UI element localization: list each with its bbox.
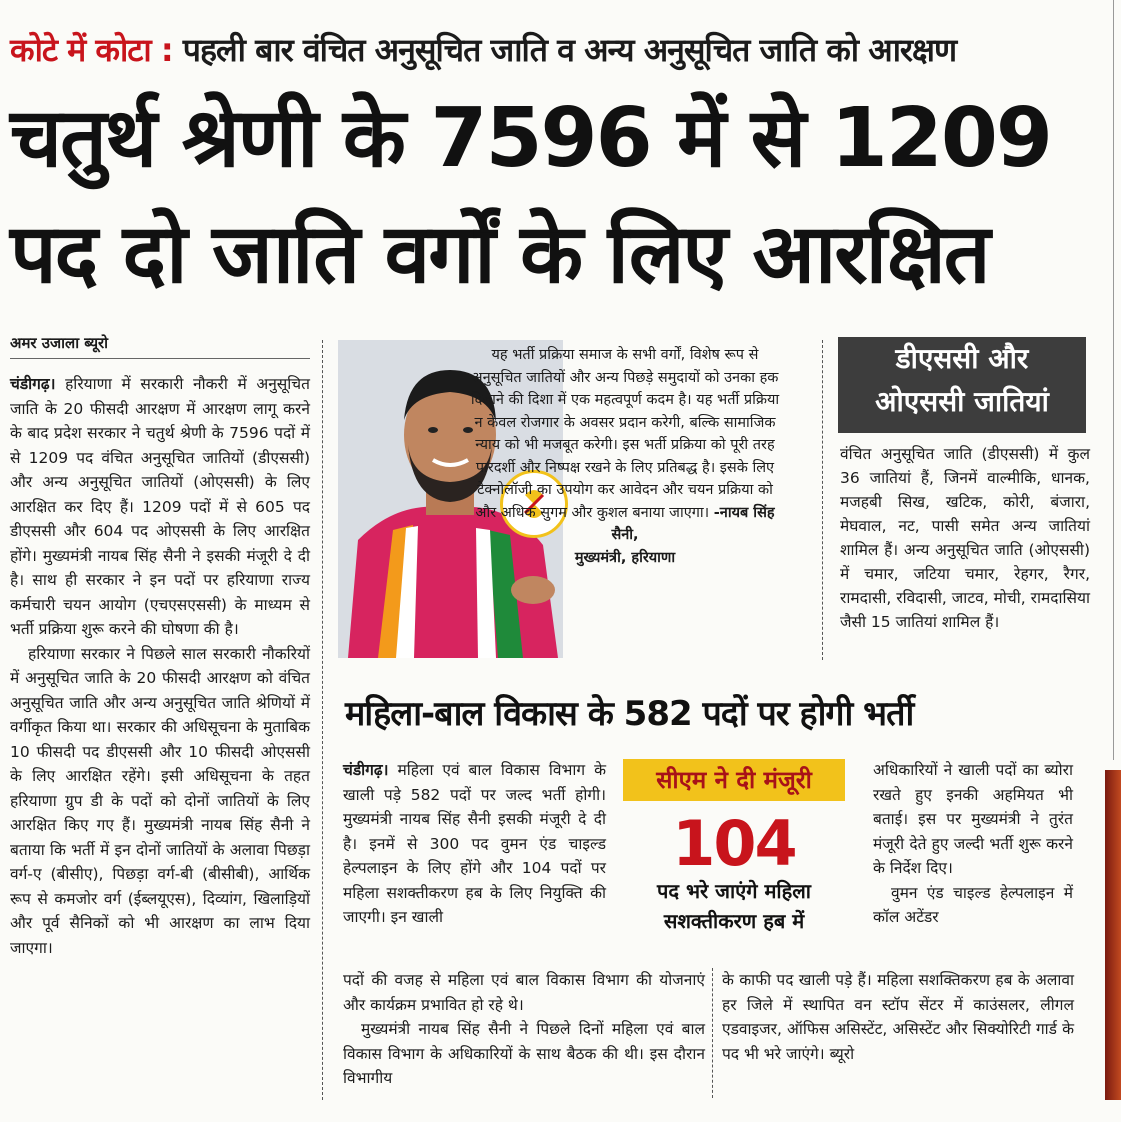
second-wide-left-text: पदों की वजह से महिला एवं बाल विकास विभाग की योजनाएं और कार्यक्रम प्रभावित हो रहे थे। [343,971,705,1014]
bottom-column-divider [712,968,713,1098]
big-number-caption-line-2: सशक्तीकरण हब में [663,909,805,933]
main-story-column [10,372,310,960]
cm-approval-tag: सीएम ने दी मंजूरी [623,759,845,801]
sidebar-divider [822,340,823,660]
kicker-text: पहली बार वंचित अनुसूचित जाति व अन्य अनुसूचित जाति को आरक्षण [182,31,957,69]
second-column-1-text: महिला एवं बाल विकास विभाग के खाली पड़े 582 पदों पर जल्द भर्ती होगी। मुख्यमंत्री नायब सिंह सैनी इसकी मंजूरी दे दी है। इनमें से 300 पद वुमन एंड चाइल्ड हेल्पलाइन के लिए होंगे और 104 पदों पर महिला सशक्तीकरण हब के लिए नियुक्ति की जाएगी। इन खाली [343,761,606,926]
second-column-3b-text: वुमन एंड चाइल्ड हेल्पलाइन में कॉल अटेंडर [873,883,1073,926]
page-bottom-margin [0,1100,1121,1122]
second-story-wide-left [343,968,705,1091]
sidebar-title-box [838,337,1086,433]
page-edge-rule [1113,0,1114,760]
quote-attribution: -नायब सिंह सैनी, [611,504,775,543]
big-number-caption [623,876,845,936]
main-paragraph-1: हरियाणा में सरकारी नौकरी में अनुसूचित जाति के 20 फीसदी आरक्षण में आरक्षण लागू करने के बाद प्रदेश सरकार ने चतुर्थ श्रेणी के 7596 पदों में से 1209 पद वंचित अनुसूचित जातियों (डीएससी) और अन्य अनुसूचित जातियों (ओएससी) के लिए आरक्षित कर दिए हैं। 1209 पदों में से 605 पद डीएससी और 604 पद ओएससी के लिए आरक्षित होंगे। मुख्यमंत्री नायब सिंह सैनी ने इसकी मंजूरी दे दी है। साथ ही सरकार ने इन पदों पर हरियाणा राज्य कर्मचारी चयन आयोग (एचएसएससी) के माध्यम से भर्ती प्रक्रिया शुरू करने की घोषणा की है। [10,375,310,638]
second-story-column-1 [343,758,606,930]
big-number: 104 [672,807,796,880]
second-headline: महिला-बाल विकास के 582 पदों पर होगी भर्ती [345,694,914,734]
second-wide-right-text: के काफी पद खाली पड़े हैं। महिला सशक्तिकरण हब के अलावा हर जिले में स्थापित वन स्टॉप सेंटर में काउंसलर, लीगल एडवाइजर, ऑफिस असिस्टेंट, असिस्टेंट और सिक्योरिटी गार्ड के पद भी भरे जाएंगे। ब्यूरो [722,971,1074,1063]
big-number-caption-line-1: पद भरे जाएंगे महिला [657,879,811,903]
headline-line-2: पद दो जाति वर्गों के लिए आरक्षित [10,207,989,302]
headline-line-1: चतुर्थ श्रेणी के 7596 में से 1209 [10,91,1051,186]
second-wide-left-text-2: मुख्यमंत्री नायब सिंह सैनी ने पिछले दिनों महिला एवं बाल विकास विभाग के अधिकारियों के साथ बैठक की थी। इस दौरान विभागीय [343,1020,705,1087]
second-column-3-text: अधिकारियों ने खाली पदों का ब्योरा रखते हुए इनकी अहमियत भी बताई। इस पर मुख्यमंत्री ने तुरंत मंजूरी देते हुए जल्दी भर्ती शुरू करने के निर्देश दिए। [873,761,1073,877]
main-paragraph-2: हरियाणा सरकार ने पिछले साल सरकारी नौकरियों में अनुसूचित जाति के 20 फीसदी आरक्षण को वंचित अनुसूचित जाति और अन्य अनुसूचित जाति श्रेणियों में वर्गीकृत किया था। सरकार की अधिसूचना के मुताबिक 10 फीसदी पद डीएससी और 10 फीसदी ओएससी के लिए आरक्षित रहेंगे। इसी अधिसूचना के तहत हरियाणा ग्रुप डी के पदों को दोनों जातियों के लिए आरक्षित किए गए हैं। मुख्यमंत्री नायब सिंह सैनी ने बताया कि भर्ती में इन दोनों जातियों के अलावा पिछड़ा वर्ग-ए (बीसीए), पिछड़ा वर्ग-बी (बीसीबी), आर्थिक रूप से कमजोर वर्ग (ईब्लयूएस), दिव्यांग, खिलाड़ियों और पूर्व सैनिकों को भी आरक्षण का लाभ दिया जाएगा। [10,644,310,957]
kicker-label: कोटे में कोटा : [10,31,173,69]
second-dateline: चंडीगढ़। [343,761,389,779]
second-story-wide-right [722,968,1074,1066]
byline-rule [10,358,310,359]
second-story-column-3 [873,758,1073,930]
quote-designation: मुख्यमंत्री, हरियाणा [574,549,676,566]
sidebar-title-line-2: ओएससी जातियां [875,385,1049,418]
quote-text: यह भर्ती प्रक्रिया समाज के सभी वर्गों, विशेष रूप से अनुसूचित जातियों और अन्य पिछड़े समुदायों को उनका हक दिलाने की दिशा में एक महत्वपूर्ण कदम है। यह भर्ती प्रक्रिया न केवल रोजगार के अवसर प्रदान करेगी, बल्कि सामाजिक न्याय को भी मजबूत करेगी। इस भर्ती प्रक्रिया को पूरी तरह पारदर्शी और निष्पक्ष रखने के लिए प्रतिबद्ध है। इसके लिए टेक्नोलॉजी का उपयोग कर आवेदन और चयन प्रक्रिया को और अधिक सुगम और कुशल बनाया जाएगा। [470,347,780,521]
sidebar-text: वंचित अनुसूचित जाति (डीएससी) में कुल 36 जातियां हैं, जिनमें वाल्मीकि, धानक, मजहबी सिख, खटिक, कोरी, बंजारा, मेघवाल, नट, पासी समेत अन्य जातियां शामिल हैं। अन्य अनुसूचित जाति (ओएससी) में चमार, जटिया चमार, रेहगर, रैगर, रामदासी, रविदासी, जाटव, मोची, रामदासिया जैसी 15 जातियां शामिल हैं। [840,445,1090,631]
cm-quote [465,344,785,569]
column-divider [322,340,323,1100]
main-dateline: चंडीगढ़। [10,375,56,393]
byline: अमर उजाला ब्यूरो [10,334,109,352]
kicker-line [10,26,1105,74]
adjacent-page-strip [1105,770,1121,1122]
sidebar-title-line-1: डीएससी और [895,342,1029,375]
